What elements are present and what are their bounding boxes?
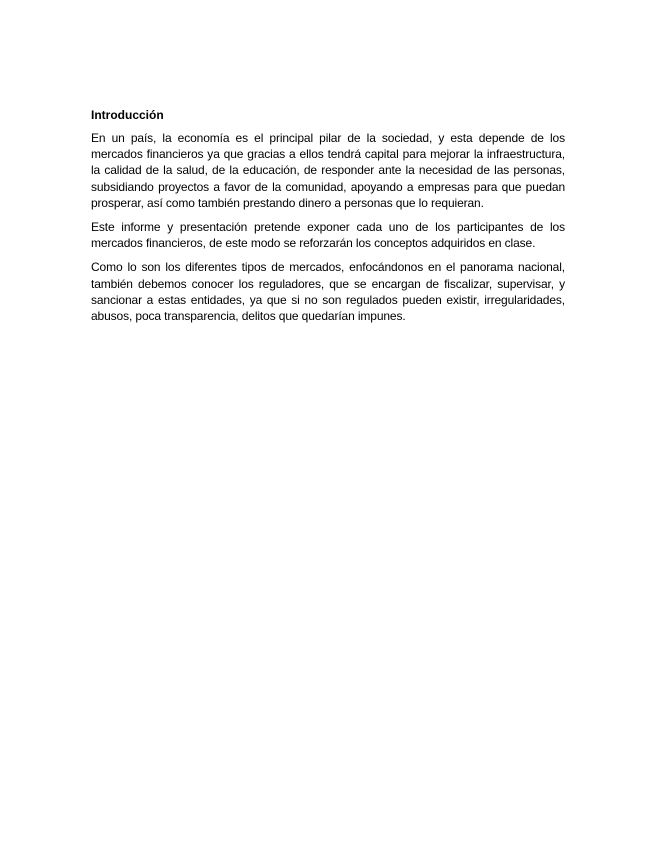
section-heading: Introducción (91, 108, 164, 122)
paragraph-intro: En un país, la economía es el principal pilar de la sociedad, y esta depende de los mercados financieros ya que gracias a ellos tendrá capital para mejorar la infraestructura, la calidad de la salud, de la educación, de responder ante la necesidad de las personas, subsidiando proyectos a favor de la comunidad, apoyando a empresas para que puedan prosperar, así como también prestando dinero a personas que lo requieran. (91, 131, 565, 210)
paragraph-regulators: Como lo son los diferentes tipos de mercados, enfocándonos en el panorama nacional, también debemos conocer los reguladores, que se encargan de fiscalizar, supervisar, y sancionar a estas entidades, ya que si no son regulados pueden existir, irregularidades, abusos, poca transparencia, delitos que quedarían impunes. (91, 260, 565, 324)
document-body (91, 108, 565, 332)
paragraph-purpose: Este informe y presentación pretende exponer cada uno de los participantes de los mercados financieros, de este modo se reforzarán los conceptos adquiridos en clase. (91, 220, 565, 251)
